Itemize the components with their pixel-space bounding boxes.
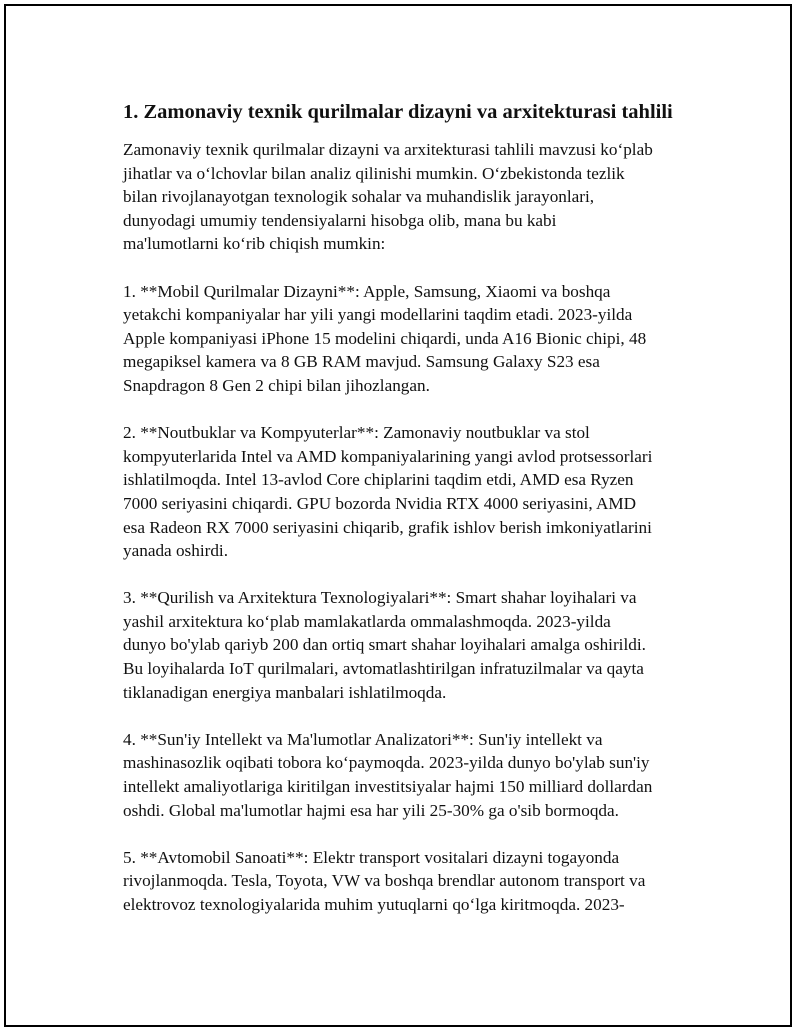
- paragraph: [123, 421, 703, 563]
- text-line: yetakchi kompaniyalar har yili yangi modellarini taqdim etadi. 2023-yilda: [123, 305, 633, 325]
- paragraph: [123, 586, 703, 704]
- text-line: esa Radeon RX 7000 seriyasini chiqarib, grafik ishlov berish imkoniyatlarini: [123, 517, 652, 537]
- text-line: 3. **Qurilish va Arxitektura Texnologiyalari**: Smart shahar loyihalari va: [123, 588, 637, 608]
- text-line: Bu loyihalarda IoT qurilmalari, avtomatlashtirilgan infratuzilmalar va qayta: [123, 659, 644, 679]
- text-line: kompyuterlarida Intel va AMD kompaniyalarining yangi avlod protsessorlari: [123, 446, 653, 466]
- paragraph-list: [123, 138, 703, 917]
- text-line: 1. **Mobil Qurilmalar Dizayni**: Apple, Samsung, Xiaomi va boshqa: [123, 281, 611, 301]
- document-body: [123, 99, 703, 940]
- text-line: intellekt amaliyotlariga kiritilgan investitsiyalar hajmi 150 milliard dollardan: [123, 777, 653, 797]
- text-line: 7000 seriyasini chiqardi. GPU bozorda Nvidia RTX 4000 seriyasini, AMD: [123, 493, 637, 513]
- text-line: rivojlanmoqda. Tesla, Toyota, VW va boshqa brendlar autonom transport va: [123, 871, 646, 891]
- paragraph: [123, 138, 703, 256]
- text-line: tiklanadigan energiya manbalari ishlatilmoqda.: [123, 682, 447, 702]
- text-line: mashinasozlik oqibati tobora koʻpaymoqda. 2023-yilda dunyo bo'ylab sun'iy: [123, 753, 650, 773]
- paragraph: [123, 280, 703, 398]
- text-line: Snapdragon 8 Gen 2 chipi bilan jihozlangan.: [123, 375, 430, 395]
- text-line: 2. **Noutbuklar va Kompyuterlar**: Zamonaviy noutbuklar va stol: [123, 423, 590, 443]
- text-line: yanada oshirdi.: [123, 541, 229, 561]
- text-line: 5. **Avtomobil Sanoati**: Elektr transport vositalari dizayni togayonda: [123, 847, 620, 867]
- paragraph: [123, 846, 703, 917]
- paragraph: [123, 728, 703, 822]
- text-line: yashil arxitektura koʻplab mamlakatlarda ommalashmoqda. 2023-yilda: [123, 611, 611, 631]
- text-line: oshdi. Global ma'lumotlar hajmi esa har yili 25-30% ga o'sib bormoqda.: [123, 800, 619, 820]
- text-line: megapiksel kamera va 8 GB RAM mavjud. Samsung Galaxy S23 esa: [123, 352, 600, 372]
- page-frame: [4, 4, 792, 1027]
- text-line: ishlatilmoqda. Intel 13-avlod Core chiplarini taqdim etdi, AMD esa Ryzen: [123, 470, 634, 490]
- text-line: jihatlar va oʻlchovlar bilan analiz qilinishi mumkin. Oʻzbekistonda tezlik: [123, 163, 625, 183]
- text-line: Apple kompaniyasi iPhone 15 modelini chiqardi, unda A16 Bionic chipi, 48: [123, 328, 647, 348]
- text-line: Zamonaviy texnik qurilmalar dizayni va arxitekturasi tahlili mavzusi koʻplab: [123, 140, 653, 159]
- text-line: elektrovoz texnologiyalarida muhim yutuqlarni qoʻlga kiritmoqda. 2023-: [123, 895, 625, 914]
- text-line: dunyodagi umumiy tendensiyalarni hisobga olib, mana bu kabi: [123, 210, 557, 230]
- text-line: 4. **Sun'iy Intellekt va Ma'lumotlar Analizatori**: Sun'iy intellekt va: [123, 729, 603, 749]
- text-line: ma'lumotlarni koʻrib chiqish mumkin:: [123, 234, 386, 254]
- document-title: 1. Zamonaviy texnik qurilmalar dizayni va arxitekturasi tahlili: [123, 101, 673, 123]
- text-line: bilan rivojlanayotgan texnologik sohalar va muhandislik jarayonlari,: [123, 187, 595, 207]
- text-line: dunyo bo'ylab qariyb 200 dan ortiq smart shahar loyihalari amalga oshirildi.: [123, 635, 646, 655]
